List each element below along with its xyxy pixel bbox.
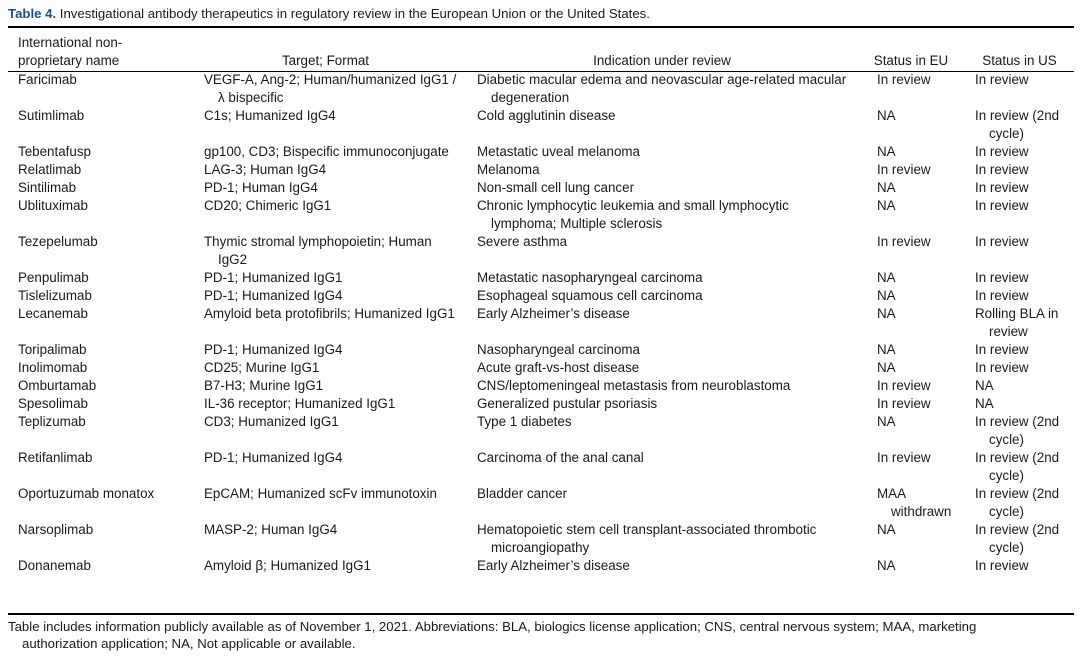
cell-name-text: Penpulimab xyxy=(18,270,89,285)
cell-status-us-text: In review xyxy=(975,162,1029,177)
cell-indication-text: Metastatic uveal melanoma xyxy=(477,144,640,159)
cell-indication xyxy=(457,485,857,521)
cell-indication xyxy=(457,449,857,485)
table-row xyxy=(8,71,1074,107)
cell-status-eu-text: In review xyxy=(877,396,931,411)
cell-status-us-text: In review xyxy=(975,234,1029,249)
cell-status-eu-text: NA xyxy=(877,144,896,159)
table-row xyxy=(8,179,1074,197)
table-row xyxy=(8,233,1074,269)
cell-name xyxy=(8,341,184,359)
cell-target-text: MASP-2; Human IgG4 xyxy=(204,522,338,537)
cell-name xyxy=(8,521,184,557)
table-row xyxy=(8,197,1074,233)
cell-status-us-text: In review xyxy=(975,360,1029,375)
cell-name-text: Donanemab xyxy=(18,558,91,573)
header-status-eu: Status in EU xyxy=(873,53,949,68)
top-rule xyxy=(8,26,1074,28)
cell-status-eu-text: In review xyxy=(877,234,931,249)
cell-indication xyxy=(457,143,857,161)
cell-status-us xyxy=(955,233,1074,269)
cell-status-us-text: In review (2nd cycle) xyxy=(975,486,1060,519)
cell-status-eu-text: NA xyxy=(877,414,896,429)
cell-status-eu xyxy=(857,449,955,485)
table-row xyxy=(8,341,1074,359)
table-row xyxy=(8,449,1074,485)
cell-status-eu-text: In review xyxy=(877,378,931,393)
cell-status-us-text: In review xyxy=(975,180,1029,195)
cell-target xyxy=(184,269,457,287)
cell-status-us xyxy=(955,377,1074,395)
cell-indication-text: Hematopoietic stem cell transplant-associated thrombotic microangiopathy xyxy=(477,522,817,555)
cell-target xyxy=(184,359,457,377)
cell-status-us-text: In review xyxy=(975,270,1029,285)
cell-target-text: Amyloid β; Humanized IgG1 xyxy=(204,558,371,573)
table-row xyxy=(8,287,1074,305)
header-target: Target; Format xyxy=(281,53,370,68)
cell-status-us xyxy=(955,413,1074,449)
cell-status-us xyxy=(955,269,1074,287)
header-row xyxy=(8,29,1074,71)
cell-target-text: Thymic stromal lymphopoietin; Human IgG2 xyxy=(204,234,432,267)
cell-name xyxy=(8,269,184,287)
cell-status-us xyxy=(955,71,1074,107)
table-row xyxy=(8,143,1074,161)
cell-name xyxy=(8,179,184,197)
footnote-line2: authorization application; NA, Not applicable or available. xyxy=(22,636,356,651)
cell-target-text: PD-1; Humanized IgG1 xyxy=(204,270,343,285)
cell-name-text: Lecanemab xyxy=(18,306,88,321)
cell-indication xyxy=(457,557,857,575)
cell-target-text: PD-1; Humanized IgG4 xyxy=(204,288,343,303)
cell-status-us xyxy=(955,359,1074,377)
cell-name-text: Omburtamab xyxy=(18,378,97,393)
cell-name-text: Teplizumab xyxy=(18,414,86,429)
table-row xyxy=(8,395,1074,413)
cell-status-eu xyxy=(857,557,955,575)
cell-status-eu xyxy=(857,107,955,143)
cell-indication xyxy=(457,395,857,413)
cell-target-text: CD25; Murine IgG1 xyxy=(204,360,320,375)
cell-status-eu-text: In review xyxy=(877,162,931,177)
cell-status-us xyxy=(955,521,1074,557)
cell-status-eu-text: NA xyxy=(877,198,896,213)
cell-status-us-text: In review xyxy=(975,558,1029,573)
cell-indication-text: Severe asthma xyxy=(477,234,568,249)
cell-status-us-text: In review xyxy=(975,288,1029,303)
cell-name xyxy=(8,143,184,161)
cell-target xyxy=(184,161,457,179)
cell-target xyxy=(184,197,457,233)
cell-status-us-text: In review xyxy=(975,144,1029,159)
cell-status-eu xyxy=(857,413,955,449)
cell-status-us xyxy=(955,485,1074,521)
cell-name xyxy=(8,107,184,143)
cell-indication xyxy=(457,413,857,449)
cell-indication-text: Early Alzheimer’s disease xyxy=(477,306,630,321)
cell-status-eu-text: NA xyxy=(877,360,896,375)
cell-target-text: CD3; Humanized IgG1 xyxy=(204,414,339,429)
cell-status-eu xyxy=(857,233,955,269)
cell-target xyxy=(184,305,457,341)
cell-status-us xyxy=(955,143,1074,161)
cell-indication xyxy=(457,305,857,341)
cell-target xyxy=(184,107,457,143)
cell-name xyxy=(8,413,184,449)
cell-target xyxy=(184,449,457,485)
cell-indication xyxy=(457,521,857,557)
cell-name xyxy=(8,449,184,485)
cell-status-eu xyxy=(857,521,955,557)
table-row xyxy=(8,269,1074,287)
cell-indication-text: Generalized pustular psoriasis xyxy=(477,396,658,411)
cell-indication-text: Early Alzheimer’s disease xyxy=(477,558,630,573)
cell-target xyxy=(184,395,457,413)
cell-indication xyxy=(457,377,857,395)
cell-indication xyxy=(457,269,857,287)
cell-indication-text: Chronic lymphocytic leukemia and small lymphocytic lymphoma; Multiple sclerosis xyxy=(477,198,789,231)
cell-status-us-text: In review (2nd cycle) xyxy=(975,450,1060,483)
header-status-us: Status in US xyxy=(982,53,1057,68)
cell-target xyxy=(184,521,457,557)
table-row xyxy=(8,413,1074,449)
cell-indication-text: Nasopharyngeal carcinoma xyxy=(477,342,641,357)
cell-indication-text: Melanoma xyxy=(477,162,540,177)
cell-target-text: B7-H3; Murine IgG1 xyxy=(204,378,324,393)
cell-target-text: CD20; Chimeric IgG1 xyxy=(204,198,332,213)
cell-status-us xyxy=(955,341,1074,359)
table-row xyxy=(8,161,1074,179)
cell-name-text: Oportuzumab monatox xyxy=(18,486,155,501)
cell-name xyxy=(8,161,184,179)
cell-status-eu-text: MAA withdrawn xyxy=(877,486,952,519)
cell-status-eu xyxy=(857,341,955,359)
cell-name-text: Retifanlimab xyxy=(18,450,93,465)
cell-status-eu-text: NA xyxy=(877,270,896,285)
cell-status-eu xyxy=(857,269,955,287)
cell-target xyxy=(184,71,457,107)
cell-status-us xyxy=(955,107,1074,143)
cell-target-text: PD-1; Human IgG4 xyxy=(204,180,318,195)
cell-status-us xyxy=(955,557,1074,575)
cell-status-eu-text: In review xyxy=(877,450,931,465)
cell-status-us-text: In review xyxy=(975,342,1029,357)
cell-target xyxy=(184,179,457,197)
cell-status-us-text: Rolling BLA in review xyxy=(975,306,1059,339)
cell-status-us-text: NA xyxy=(975,378,994,393)
cell-target xyxy=(184,233,457,269)
cell-target-text: PD-1; Humanized IgG4 xyxy=(204,342,343,357)
cell-indication-text: CNS/leptomeningeal metastasis from neuroblastoma xyxy=(477,378,791,393)
cell-indication-text: Cold agglutinin disease xyxy=(477,108,616,123)
header-indication: Indication under review xyxy=(593,53,731,68)
cell-name xyxy=(8,71,184,107)
table-title: Investigational antibody therapeutics in regulatory review in the European Union or the United States. xyxy=(56,6,650,21)
cell-status-eu-text: NA xyxy=(877,522,896,537)
cell-status-us xyxy=(955,305,1074,341)
cell-name-text: Faricimab xyxy=(18,72,77,87)
cell-status-us-text: In review xyxy=(975,198,1029,213)
cell-indication xyxy=(457,179,857,197)
table-row xyxy=(8,359,1074,377)
cell-status-us-text: In review (2nd cycle) xyxy=(975,108,1060,141)
cell-status-eu xyxy=(857,377,955,395)
table-footnote xyxy=(8,618,1078,652)
cell-target-text: IL-36 receptor; Humanized IgG1 xyxy=(204,396,396,411)
footnote-line1: Table includes information publicly available as of November 1, 2021. Abbreviations: BLA, biologics license application; CNS, central nervous system; MAA, marketing xyxy=(8,619,977,634)
cell-status-eu xyxy=(857,179,955,197)
cell-name xyxy=(8,359,184,377)
cell-name-text: Narsoplimab xyxy=(18,522,94,537)
cell-target xyxy=(184,485,457,521)
bottom-rule xyxy=(8,613,1074,615)
cell-status-eu xyxy=(857,287,955,305)
table-row xyxy=(8,557,1074,575)
cell-name-text: Sutimlimab xyxy=(18,108,85,123)
cell-status-eu xyxy=(857,305,955,341)
cell-status-eu xyxy=(857,143,955,161)
cell-target-text: gp100, CD3; Bispecific immunoconjugate xyxy=(204,144,449,159)
cell-indication-text: Carcinoma of the anal canal xyxy=(477,450,644,465)
table-row xyxy=(8,107,1074,143)
cell-status-eu-text: NA xyxy=(877,180,896,195)
cell-status-eu xyxy=(857,71,955,107)
cell-name-text: Tebentafusp xyxy=(18,144,91,159)
cell-indication-text: Non-small cell lung cancer xyxy=(477,180,635,195)
cell-indication-text: Bladder cancer xyxy=(477,486,568,501)
cell-target-text: Amyloid beta protofibrils; Humanized IgG1 xyxy=(204,306,455,321)
cell-name xyxy=(8,197,184,233)
cell-name-text: Tezepelumab xyxy=(18,234,98,249)
table-label: Table 4. xyxy=(8,6,57,21)
cell-indication xyxy=(457,197,857,233)
table-caption xyxy=(8,6,1074,22)
cell-name-text: Spesolimab xyxy=(18,396,88,411)
cell-name-text: Tislelizumab xyxy=(18,288,92,303)
cell-status-eu xyxy=(857,395,955,413)
cell-status-eu-text: NA xyxy=(877,558,896,573)
cell-target-text: EpCAM; Humanized scFv immunotoxin xyxy=(204,486,437,501)
cell-status-eu-text: NA xyxy=(877,108,896,123)
cell-name xyxy=(8,557,184,575)
cell-status-us xyxy=(955,197,1074,233)
cell-name-text: Toripalimab xyxy=(18,342,87,357)
cell-indication-text: Acute graft-vs-host disease xyxy=(477,360,640,375)
cell-name xyxy=(8,485,184,521)
cell-status-us-text: In review xyxy=(975,72,1029,87)
cell-status-us xyxy=(955,161,1074,179)
cell-target xyxy=(184,413,457,449)
header-name xyxy=(8,29,184,71)
cell-target xyxy=(184,557,457,575)
cell-indication xyxy=(457,107,857,143)
cell-name-text: Inolimomab xyxy=(18,360,88,375)
cell-status-eu-text: NA xyxy=(877,288,896,303)
cell-name xyxy=(8,287,184,305)
cell-indication xyxy=(457,287,857,305)
header-name-line1: International non- xyxy=(18,35,123,50)
cell-status-eu-text: NA xyxy=(877,306,896,321)
cell-name xyxy=(8,305,184,341)
cell-status-eu-text: NA xyxy=(877,342,896,357)
cell-status-us-text: In review (2nd cycle) xyxy=(975,522,1060,555)
cell-indication-text: Metastatic nasopharyngeal carcinoma xyxy=(477,270,703,285)
cell-status-eu xyxy=(857,485,955,521)
cell-name-text: Relatlimab xyxy=(18,162,82,177)
table-row xyxy=(8,521,1074,557)
cell-target xyxy=(184,377,457,395)
antibody-table xyxy=(8,29,1074,575)
cell-status-us xyxy=(955,449,1074,485)
table-row xyxy=(8,305,1074,341)
cell-status-us xyxy=(955,179,1074,197)
cell-status-eu xyxy=(857,359,955,377)
cell-name-text: Ublituximab xyxy=(18,198,88,213)
cell-indication xyxy=(457,71,857,107)
cell-indication-text: Esophageal squamous cell carcinoma xyxy=(477,288,703,303)
cell-indication-text: Type 1 diabetes xyxy=(477,414,572,429)
cell-target-text: VEGF-A, Ang-2; Human/humanized IgG1 /λ bispecific xyxy=(204,72,457,105)
cell-status-us-text: In review (2nd cycle) xyxy=(975,414,1060,447)
cell-status-eu-text: In review xyxy=(877,72,931,87)
cell-name xyxy=(8,233,184,269)
table-row xyxy=(8,377,1074,395)
cell-name-text: Sintilimab xyxy=(18,180,77,195)
cell-target xyxy=(184,143,457,161)
table-row xyxy=(8,485,1074,521)
cell-indication xyxy=(457,359,857,377)
cell-status-us xyxy=(955,395,1074,413)
header-name-line2: proprietary name xyxy=(18,53,120,68)
cell-status-eu xyxy=(857,197,955,233)
cell-indication xyxy=(457,161,857,179)
cell-name xyxy=(8,377,184,395)
cell-indication-text: Diabetic macular edema and neovascular age-related macular degeneration xyxy=(477,72,847,105)
cell-name xyxy=(8,395,184,413)
cell-status-us xyxy=(955,287,1074,305)
cell-target-text: C1s; Humanized IgG4 xyxy=(204,108,336,123)
cell-status-us-text: NA xyxy=(975,396,994,411)
cell-target-text: PD-1; Humanized IgG4 xyxy=(204,450,343,465)
cell-indication xyxy=(457,341,857,359)
cell-target-text: LAG-3; Human IgG4 xyxy=(204,162,327,177)
cell-target xyxy=(184,287,457,305)
cell-indication xyxy=(457,233,857,269)
cell-target xyxy=(184,341,457,359)
cell-status-eu xyxy=(857,161,955,179)
